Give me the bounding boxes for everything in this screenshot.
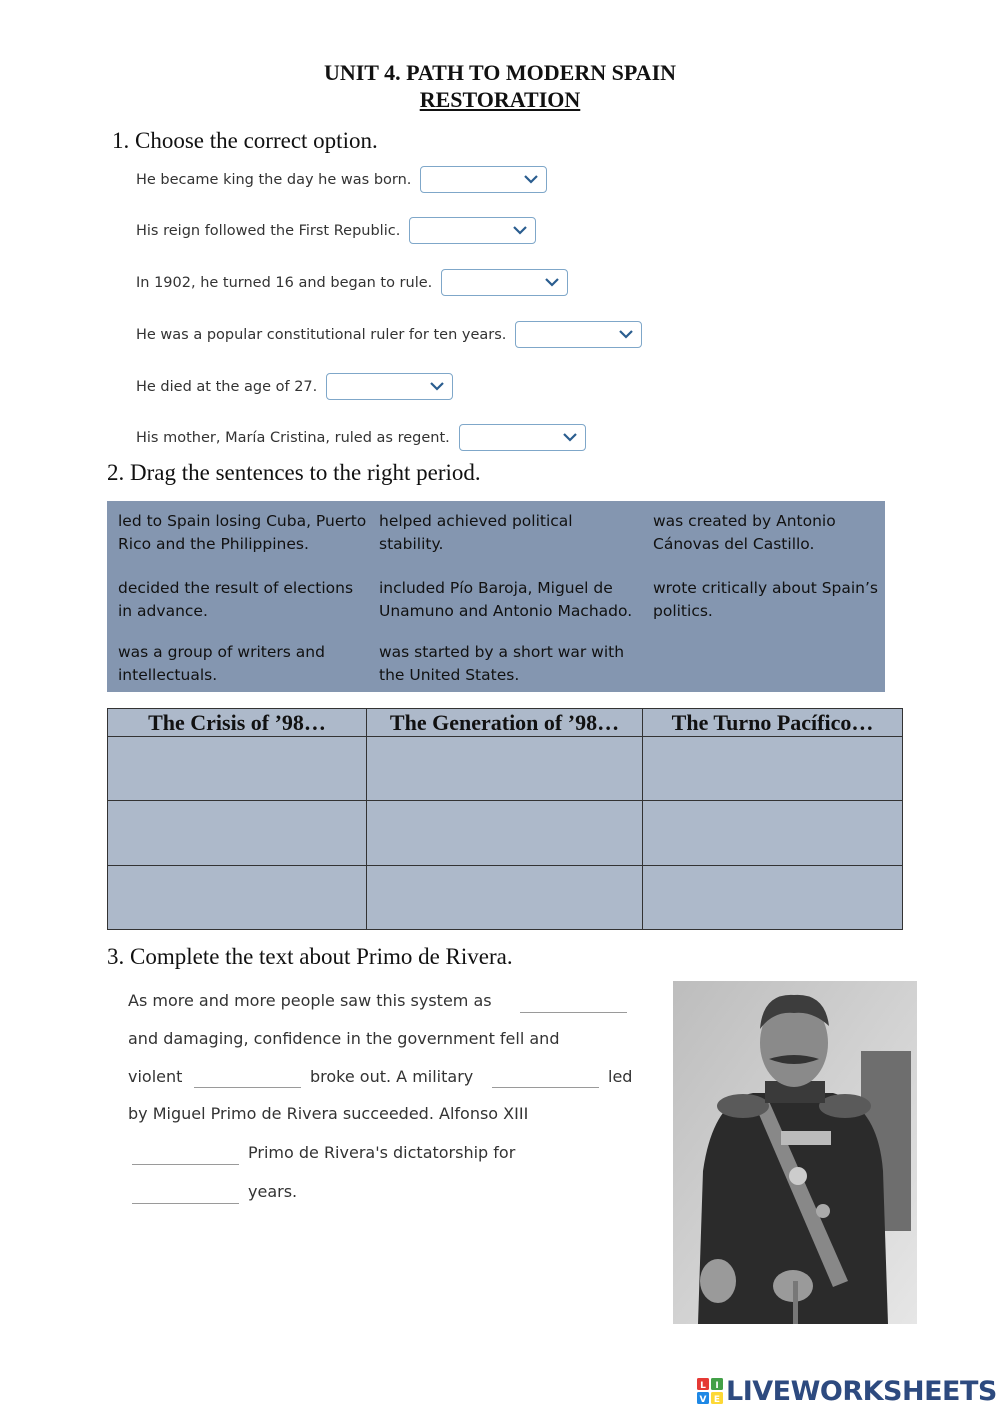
drop-zone[interactable] xyxy=(367,801,643,866)
table-row xyxy=(108,866,903,930)
logo-grid-icon xyxy=(697,1378,723,1404)
column-header-turno: The Turno Pacífico… xyxy=(643,709,903,737)
chevron-down-icon xyxy=(430,381,444,391)
choice-statement: He died at the age of 27. xyxy=(136,378,318,395)
section3-heading: 3. Complete the text about Primo de Rivera. xyxy=(107,944,513,969)
draggable-sentence[interactable] xyxy=(379,510,573,556)
text-line: Primo de Rivera's dictatorship for xyxy=(248,1143,516,1162)
text-blank[interactable] xyxy=(492,1087,599,1088)
sentence-line: Rico and the Philippines. xyxy=(118,535,309,553)
choice-row xyxy=(136,424,586,451)
sentence-line: intellectuals. xyxy=(118,666,218,684)
sentence-line: Cánovas del Castillo. xyxy=(653,535,815,553)
sentence-line: wrote critically about Spain’s xyxy=(653,579,879,597)
text-line: by Miguel Primo de Rivera succeeded. Alfonso XIII xyxy=(128,1104,529,1123)
logo-letter: E xyxy=(713,1395,721,1404)
sentence-line: included Pío Baroja, Miguel de xyxy=(379,579,613,597)
choice-statement: He became king the day he was born. xyxy=(136,171,412,188)
text-line: broke out. A military xyxy=(310,1067,474,1086)
chevron-down-icon xyxy=(619,329,633,339)
sentence-line: decided the result of elections xyxy=(118,579,354,597)
choice-row xyxy=(136,217,536,244)
text-line: years. xyxy=(248,1182,298,1201)
drop-zone[interactable] xyxy=(643,866,903,930)
drop-zone[interactable] xyxy=(643,737,903,801)
chevron-down-icon xyxy=(545,277,559,287)
section2-heading: 2. Drag the sentences to the right period. xyxy=(107,460,481,485)
liveworksheets-logo xyxy=(697,1374,997,1408)
text-line: led xyxy=(608,1067,633,1086)
choice-statement: In 1902, he turned 16 and began to rule. xyxy=(136,274,433,291)
draggable-sentence[interactable] xyxy=(653,510,836,556)
choice-row xyxy=(136,269,568,296)
chevron-down-icon xyxy=(563,432,577,442)
page-subtitle: RESTORATION xyxy=(419,87,581,112)
period-drop-table xyxy=(107,708,903,930)
draggable-sentence[interactable] xyxy=(379,641,624,687)
draggable-sentence[interactable] xyxy=(118,641,325,687)
choice-row xyxy=(136,373,453,400)
draggable-sentence[interactable] xyxy=(118,577,353,623)
drop-zone[interactable] xyxy=(108,737,367,801)
choice-dropdown[interactable] xyxy=(515,321,642,348)
column-header-crisis: The Crisis of ’98… xyxy=(108,709,367,737)
chevron-down-icon xyxy=(524,174,538,184)
choice-statement: His reign followed the First Republic. xyxy=(136,222,401,239)
section1-heading: 1. Choose the correct option. xyxy=(112,128,378,153)
drop-zone[interactable] xyxy=(643,801,903,866)
portrait-photo xyxy=(673,981,917,1324)
choice-statement: He was a popular constitutional ruler for ten years. xyxy=(136,326,507,343)
drop-zone[interactable] xyxy=(108,801,367,866)
draggable-sentence[interactable] xyxy=(118,510,366,556)
sentence-line: was created by Antonio xyxy=(653,512,836,530)
column-header-generation: The Generation of ’98… xyxy=(367,709,643,737)
choice-dropdown[interactable] xyxy=(420,166,547,193)
draggable-sentence[interactable] xyxy=(653,577,878,623)
table-row xyxy=(108,737,903,801)
text-blank[interactable] xyxy=(132,1164,239,1165)
sentence-line: Unamuno and Antonio Machado. xyxy=(379,602,633,620)
text-line: violent xyxy=(128,1067,183,1086)
table-row xyxy=(108,801,903,866)
page-title: UNIT 4. PATH TO MODERN SPAIN xyxy=(323,60,677,85)
sentence-line: led to Spain losing Cuba, Puerto xyxy=(118,512,367,530)
chevron-down-icon xyxy=(513,225,527,235)
text-line: As more and more people saw this system as xyxy=(128,991,492,1010)
sentence-line: in advance. xyxy=(118,602,208,620)
sentence-line: stability. xyxy=(379,535,444,553)
text-blank[interactable] xyxy=(520,1012,627,1013)
text-blank[interactable] xyxy=(194,1087,301,1088)
sentence-line: was a group of writers and xyxy=(118,643,325,661)
sentence-line: the United States. xyxy=(379,666,520,684)
text-blank[interactable] xyxy=(132,1203,239,1204)
drop-zone[interactable] xyxy=(367,737,643,801)
logo-letter: V xyxy=(699,1395,707,1404)
choice-dropdown[interactable] xyxy=(326,373,453,400)
choice-row xyxy=(136,321,642,348)
table-header-row xyxy=(108,709,903,737)
choice-dropdown[interactable] xyxy=(441,269,568,296)
drop-zone[interactable] xyxy=(108,866,367,930)
sentence-line: politics. xyxy=(653,602,713,620)
portrait-image xyxy=(673,981,917,1324)
choice-dropdown[interactable] xyxy=(409,217,536,244)
draggable-sentence[interactable] xyxy=(379,577,632,623)
drop-zone[interactable] xyxy=(367,866,643,930)
sentence-line: helped achieved political xyxy=(379,512,573,530)
logo-letter: I xyxy=(715,1381,719,1391)
sentence-bank xyxy=(107,501,885,692)
choice-statement: His mother, María Cristina, ruled as regent. xyxy=(136,429,450,446)
sentence-line: was started by a short war with xyxy=(379,643,625,661)
choice-dropdown[interactable] xyxy=(459,424,586,451)
text-line: and damaging, confidence in the government fell and xyxy=(128,1029,560,1048)
logo-letter: L xyxy=(700,1381,706,1391)
choice-row xyxy=(136,166,547,193)
logo-text: LIVEWORKSHEETS xyxy=(726,1375,997,1407)
